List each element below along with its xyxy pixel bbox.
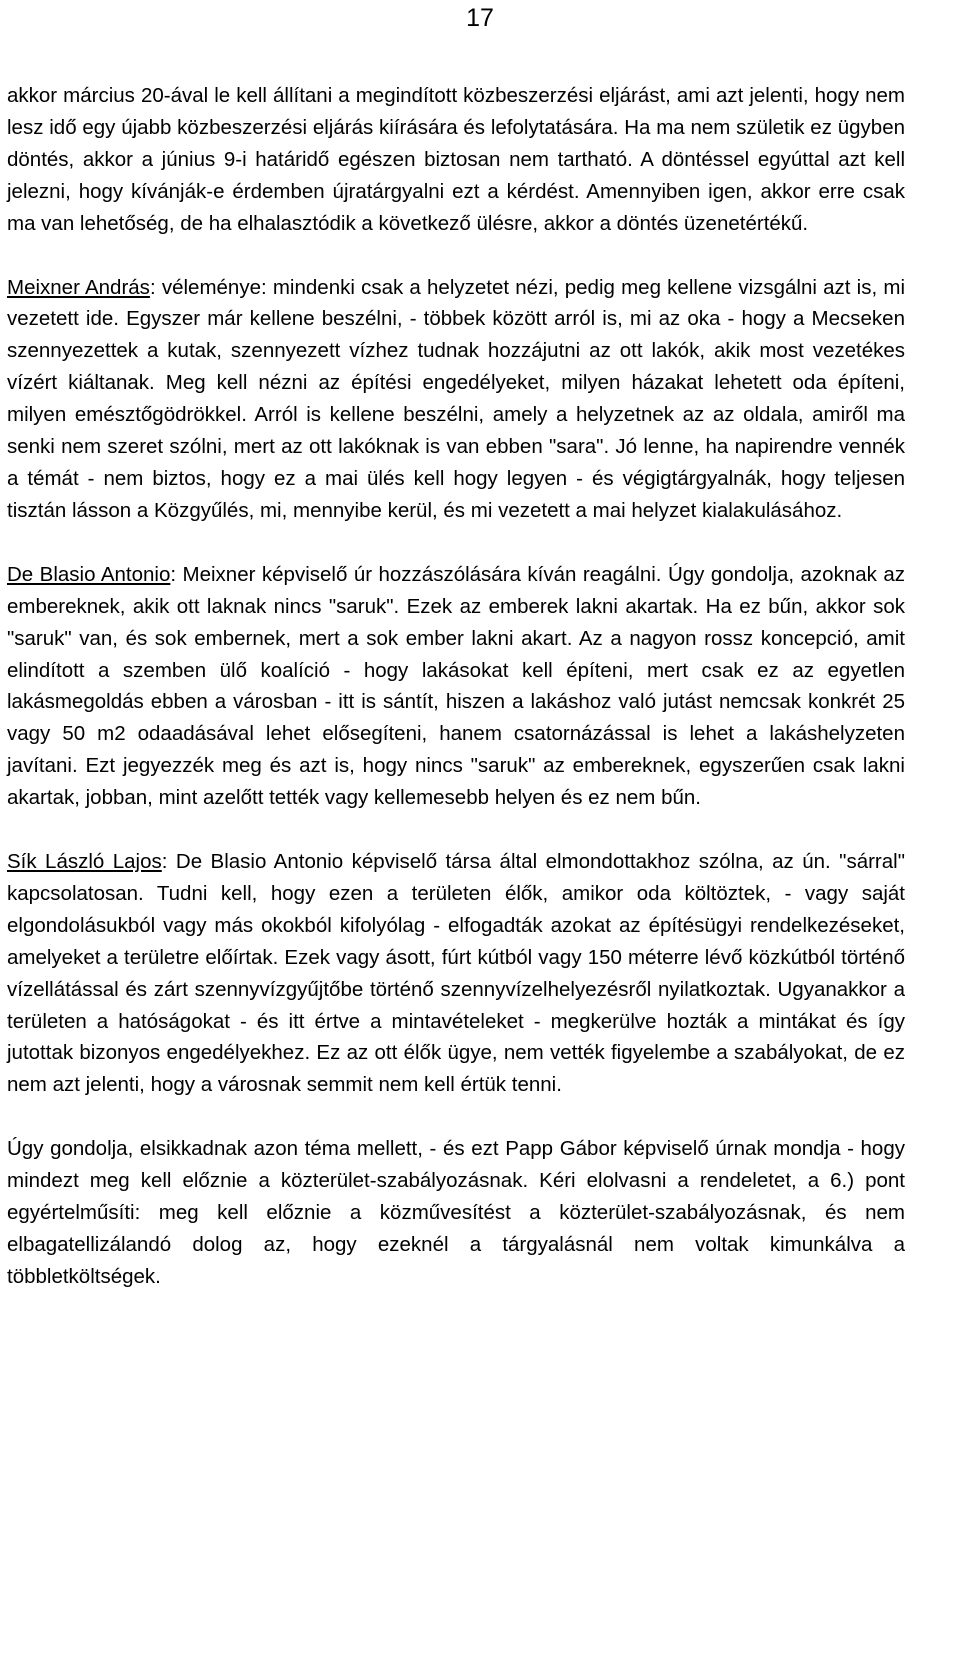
paragraph-text: akkor március 20-ával le kell állítani a megindított közbeszerzési eljárást, ami azt jelenti, hogy nem lesz idő egy újabb közbeszerzési eljárás kiírására és lefolytatására. Ha ma nem születik ez ügyben döntés, akkor a június 9-i határidő egészen biztosan nem tartható. A döntéssel egyúttal azt kell jelezni, hogy kívánják-e érdemben újratárgyalni ezt a kérdést. Amennyiben igen, akkor erre csak ma van lehetőség, de ha elhalasztódik a következő ülésre, akkor a döntés üzenetértékű.	[7, 84, 905, 235]
speaker-separator: :	[149, 275, 156, 299]
speaker-separator: :	[161, 850, 168, 874]
speaker-name: De Blasio Antonio	[7, 562, 171, 586]
paragraph-de-blasio	[7, 559, 905, 814]
paragraph-intro	[7, 80, 905, 240]
paragraph-text: Úgy gondolja, elsikkadnak azon téma mellett, - és ezt Papp Gábor képviselő úrnak mondja - hogy mindezt meg kell előznie a közterület-szabályozásnak. Kéri elolvasni a rendeletet, a 6.) pont egyértelműsíti: meg kell előznie a közművesítést a közterület-szabályozásnak, és nem elbagatellizálandó dolog az, hogy ezeknél a tárgyalásnál nem voltak kimunkálva a többletköltségek.	[7, 1137, 905, 1288]
paragraph-text: Meixner képviselő úr hozzászólására kíván reagálni. Úgy gondolja, azoknak az embereknek, akik ott laknak nincs "saruk". Ezek az emberek lakni akartak. Ha ez bűn, akkor sok "saruk" van, és sok embernek, mert a sok ember lakni akart. Az a nagyon rossz koncepció, amit elindított a szemben ülő koalíció - hogy lakásokat kell építeni, mert csak ez az egyetlen lakásmegoldás ebben a városban - itt is sántít, hiszen a lakáshoz való jutást nemcsak konkrét 25 vagy 50 m2 odaadásával lehet elősegíteni, hanem csatornázással is lehet a lakáshelyzeten javítani. Ezt jegyezzék meg és azt is, hogy nincs "saruk" az embereknek, egyszerűen csak lakni akartak, jobban, mint azelőtt tették vagy kellemesebb helyen és ez nem bűn.	[7, 562, 905, 810]
document-body	[7, 80, 905, 1293]
speaker-name: Sík László Lajos	[7, 850, 162, 874]
speaker-separator: :	[170, 562, 177, 586]
speaker-name: Meixner András	[7, 275, 150, 299]
paragraph-meixner	[7, 272, 905, 527]
page-number: 17	[466, 4, 494, 32]
paragraph-sik	[7, 846, 905, 1101]
paragraph-text: véleménye: mindenki csak a helyzetet nézi, pedig meg kellene vizsgálni azt is, mi vezetett ide. Egyszer már kellene beszélni, - többek között arról is, mi az oka - hogy a Mecseken szennyezettek a kutak, szennyezett vízhez tudnak hozzájutni az ott lakók, akik most vezetékes vízért kiáltanak. Meg kell nézni az építési engedélyeket, milyen házakat lehetett oda építeni, milyen emésztőgödrökkel. Arról is kellene beszélni, amely a helyzetnek az az oldala, amiről ma senki nem szeret szólni, mert az ott lakóknak is van ebben "sara". Jó lenne, ha napirendre vennék a témát - nem biztos, hogy ez a mai ülés kell hogy legyen - és végigtárgyalnák, hogy teljesen tisztán lásson a Közgyűlés, mi, mennyibe kerül, és mi vezetett a mai helyzet kialakulásához.	[7, 275, 905, 522]
paragraph-text: De Blasio Antonio képviselő társa által elmondottakhoz szólna, az ún. "sárral" kapcsolatosan. Tudni kell, hogy ezen a területen élők, amikor oda költöztek, - vagy saját elgondolásukból vagy más okokból kifolyólag - elfogadták azokat az építésügyi rendelkezéseket, amelyeket a területre előírtak. Ezek vagy ásott, fúrt kútból vagy 150 méterre lévő közkútból történő vízellátással és zárt szennyvízgyűjtőbe történő szennyvízelhelyezésről nyilatkoztak. Ugyanakkor a területen a hatóságokat - és itt értve a mintavételeket - megkerülve hozták a mintákat és így jutottak bizonyos engedélyekhez. Ez az ott élők ügye, nem vették figyelembe a szabályokat, de ez nem azt jelenti, hogy a városnak semmit nem kell értük tenni.	[7, 850, 905, 1097]
paragraph-continuation	[7, 1133, 905, 1293]
